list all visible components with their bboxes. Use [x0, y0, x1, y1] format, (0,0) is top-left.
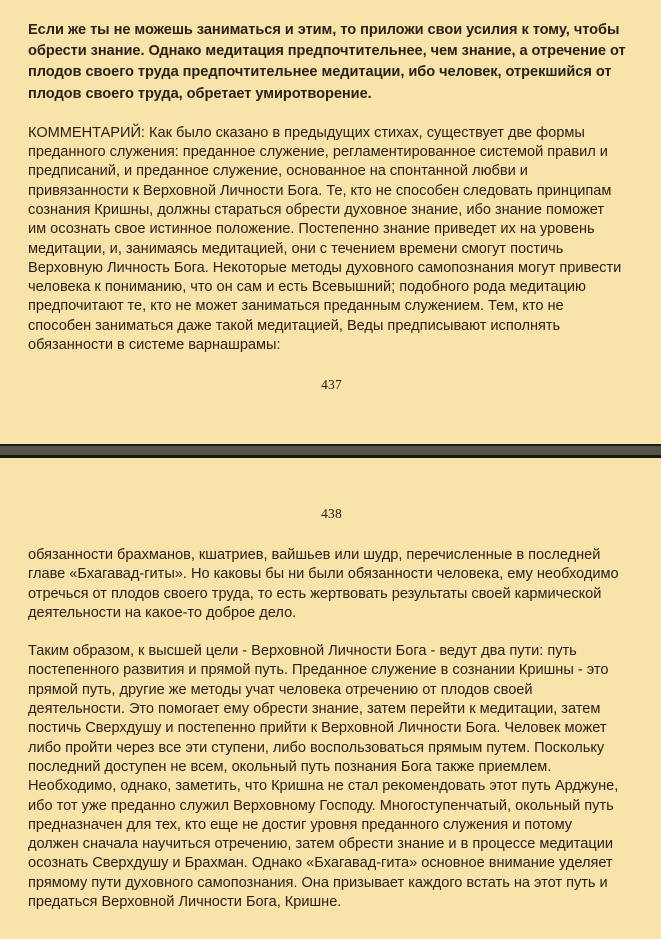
book-page-438 [0, 458, 661, 939]
verse-text: Если же ты не можешь заниматься и этим, то приложи свои усилия к тому, чтобы обрести знание. Однако медитация предпочтительнее, чем знание, а отречение от плодов своего труда предпочтительнее медитации, ибо человек, отрекшийся от плодов своего труда, обретает умиротворение. [28, 22, 626, 102]
page-number-438: 438 [321, 506, 342, 521]
body-paragraph-1: обязанности брахманов, кшатриев, вайшьев или шудр, перечисленные в последней главе «Бхагавад-гиты». Но каковы бы ни были обязанности человека, ему необходимо отречься от плодов своего труда, то есть жертвовать результаты своей кармической деятельности на какое-то доброе дело. [28, 547, 619, 621]
book-page-437 [0, 0, 661, 444]
page-separator [0, 444, 661, 458]
page-number-437: 437 [321, 377, 342, 393]
commentary-text: КОММЕНТАРИЙ: Как было сказано в предыдущих стихах, существует две формы преданного служения: преданное служение, регламентированное системой правил и предписаний, и преданное служение, основанное на спонтанной любви и привязанности к Верховной Личности Бога. Те, кто не способен следовать принципам сознания Кришны, должны стараться обрести духовное знание, ибо знание поможет им осознать свое истинное положение. Постепенно знание приведет их на уровень медитации, и, занимаясь медитацией, они с течением времени смогут постичь Верховную Личность Бога. Некоторые методы духовного самопознания могут привести человека к пониманию, что он сам и есть Всевышний; подобного рода медитацию предпочитают те, кто не может заниматься преданным служением. Тем, кто не способен заниматься даже такой медитацией, Веды предписывают исполнять обязанности в системе варнашрамы: [28, 124, 622, 354]
body-paragraph-2: Таким образом, к высшей цели - Верховной Личности Бога - ведут два пути: путь постепенного развития и прямой путь. Преданное служение в сознании Кришны - это прямой путь, другие же методы учат человека отречению от плодов своей деятельности. Это помогает ему обрести знание, затем перейти к медитации, затем постичь Сверхдушу и постепенно прийти к Верховной Личности Бога. Человек может либо пройти через все эти ступени, либо воспользоваться прямым путем. Поскольку последний доступен не всем, окольный путь познания Бога также приемлем. Необходимо, однако, заметить, что Кришна не стал рекомендовать этот путь Арджуне, ибо тот уже преданно служил Верховному Господу. Многоступенчатый, окольный путь предназначен для тех, кто еще не достиг уровня преданного служения и потому должен сначала научиться отречению, затем обрести знание и в процессе медитации осознать Сверхдушу и Брахман. Однако «Бхагавад-гита» основное внимание уделяет прямому пути духовного самопознания. Она призывает каждого встать на этот путь и предаться Верховной Личности Бога, Кришне. [28, 643, 619, 911]
